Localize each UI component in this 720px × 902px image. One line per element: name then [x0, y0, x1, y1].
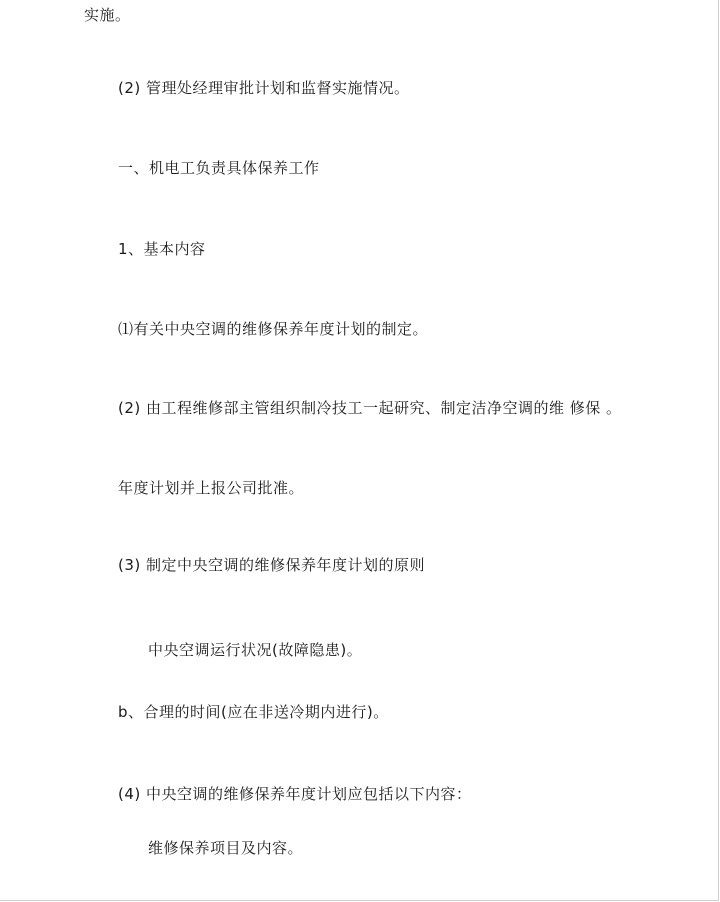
text-line-content-item: 维修保养项目及内容。: [148, 839, 304, 857]
text-line-continuation: 实施。: [84, 6, 131, 24]
subsection-heading: 1、基本内容: [118, 240, 206, 258]
text-line-point-2-cont: 年度计划并上报公司批准。: [118, 479, 305, 497]
text-line-point-2: (2) 由工程维修部主管组织制冷技工一起研究、制定洁净空调的维 修保 。: [118, 399, 622, 417]
text-line-principle-b: b、合理的时间(应在非送冷期内进行)。: [118, 703, 389, 721]
text-line-item-2: (2) 管理处经理审批计划和监督实施情况。: [118, 79, 410, 97]
section-heading: 一、机电工负责具体保养工作: [118, 159, 320, 177]
text-line-point-1: ⑴有关中央空调的维修保养年度计划的制定。: [118, 320, 429, 338]
text-line-point-4: (4) 中央空调的维修保养年度计划应包括以下内容：: [118, 785, 472, 803]
text-line-point-3: (3) 制定中央空调的维修保养年度计划的原则: [118, 556, 426, 574]
text-line-principle-a: 中央空调运行状况(故障隐患)。: [148, 641, 363, 659]
